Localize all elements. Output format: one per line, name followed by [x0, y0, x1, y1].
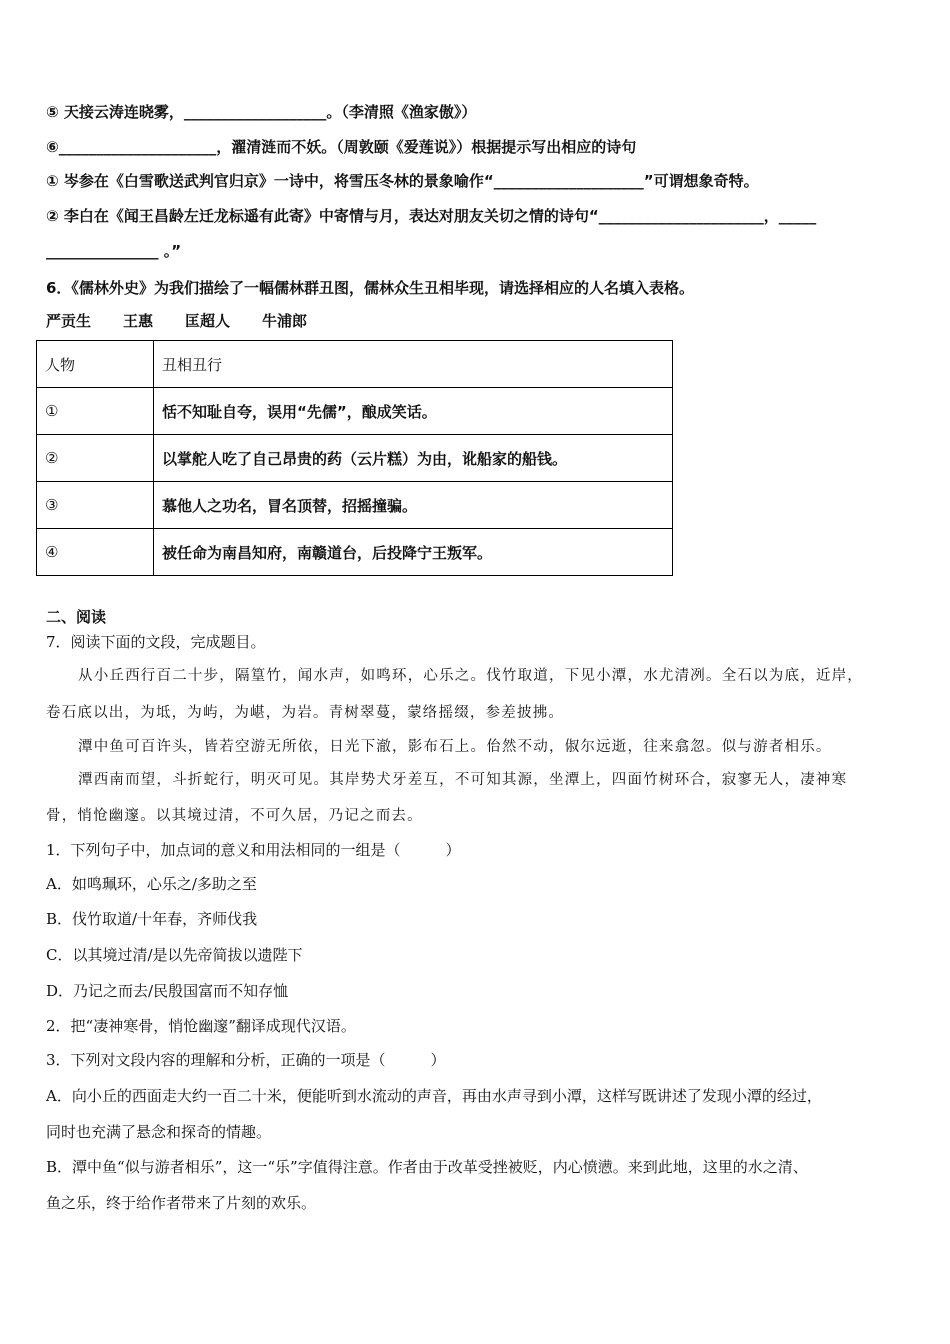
option-a: A．向小丘的西面走大约一百二十米，便能听到水流动的声音，再由水声寻到小潭，这样写既讲述了发现小潭的经过，: [46, 1087, 822, 1105]
row-description: 被任命为南昌知府，南赣道台，后投降宁王叛军。: [154, 529, 673, 576]
fill-item-hint-2-cont: _______________ 。”: [46, 242, 182, 260]
header-behavior: 丑相丑行: [154, 341, 673, 388]
row-number: ①: [37, 388, 154, 435]
name-choices: [46, 311, 339, 331]
name-choice: 严贡生: [46, 312, 92, 330]
question-6-prompt: 6．《儒林外史》为我们描绘了一幅儒林群丑图，儒林众生丑相毕现，请选择相应的人名填入表格。: [46, 279, 694, 297]
fill-item-5: ⑤ 天接云涛连晓雾，___________________。（李清照《渔家傲》）: [46, 103, 477, 121]
fill-item-hint-2: ② 李白在《闻王昌龄左迁龙标遥有此寄》中寄情与月，表达对朋友关切之情的诗句“______________________，_____: [46, 207, 817, 225]
passage-line: 潭西南而望，斗折蛇行，明灭可见。其岸势犬牙差互，不可知其源，坐潭上，四面竹树环合，寂寥无人，凄神寒: [78, 772, 848, 788]
table-row: [37, 529, 673, 576]
name-choice: 牛浦郎: [262, 312, 308, 330]
row-number: ②: [37, 435, 154, 482]
sub-question-1: 1．下列句子中，加点词的意义和用法相同的一组是（ ）: [46, 841, 461, 859]
question-7-prompt: 7．阅读下面的文段，完成题目。: [46, 633, 266, 651]
section-heading: 二、阅读: [46, 608, 107, 626]
table-row: [37, 482, 673, 529]
row-description: 恬不知耻自夸，误用“先儒”，酿成笑话。: [154, 388, 673, 435]
passage-line: 卷石底以出，为坻，为屿，为嵁，为岩。青树翠蔓，蒙络摇缀，参差披拂。: [46, 705, 565, 721]
sub-question-2: 2．把“凄神寒骨，悄怆幽邃”翻译成现代汉语。: [46, 1017, 356, 1035]
table-row: [37, 435, 673, 482]
option-a: A．如鸣珮环，心乐之/多助之至: [46, 875, 257, 893]
option-a-cont: 同时也充满了悬念和探奇的情趣。: [46, 1123, 272, 1141]
row-number: ③: [37, 482, 154, 529]
name-choice: 匡超人: [185, 312, 231, 330]
character-table: [36, 340, 673, 576]
fill-item-hint-1: ① 岑参在《白雪歌送武判官归京》一诗中，将雪压冬林的景象喻作“____________________”可谓想象奇特。: [46, 172, 759, 190]
row-description: 慕他人之功名，冒名顶替，招摇撞骗。: [154, 482, 673, 529]
row-number: ④: [37, 529, 154, 576]
option-b-cont: 鱼之乐，终于给作者带来了片刻的欢乐。: [46, 1194, 317, 1212]
option-c: C．以其境过清/是以先帝简拔以遗陛下: [46, 946, 303, 964]
name-choice: 王惠: [123, 312, 154, 330]
table-row: [37, 388, 673, 435]
option-b: B．伐竹取道/十年春，齐师伐我: [46, 910, 258, 928]
header-person: 人物: [37, 341, 154, 388]
passage-line: 潭中鱼可百许头，皆若空游无所依，日光下澈，影布石上。佁然不动，俶尔远逝，往来翕忽。似与游者相乐。: [78, 739, 832, 755]
fill-item-6: ⑥_____________________，濯清涟而不妖。（周敦颐《爱莲说》）根据提示写出相应的诗句: [46, 138, 637, 156]
passage-line: 从小丘西行百二十步，隔篁竹，闻水声，如鸣环，心乐之。伐竹取道，下见小潭，水尤清冽。全石以为底，近岸，: [78, 668, 863, 684]
option-b: B．潭中鱼“似与游者相乐”，这一“乐”字值得注意。作者由于改革受挫被贬，内心愤懑。来到此地，这里的水之清、: [46, 1158, 808, 1176]
row-description: 以掌舵人吃了自己昂贵的药（云片糕）为由，讹船家的船钱。: [154, 435, 673, 482]
table-header-row: [37, 341, 673, 388]
option-d: D．乃记之而去/民殷国富而不知存恤: [46, 982, 289, 1000]
sub-question-3: 3．下列对文段内容的理解和分析，正确的一项是（ ）: [46, 1051, 446, 1069]
passage-line: 骨，悄怆幽邃。以其境过清，不可久居，乃记之而去。: [46, 808, 423, 824]
